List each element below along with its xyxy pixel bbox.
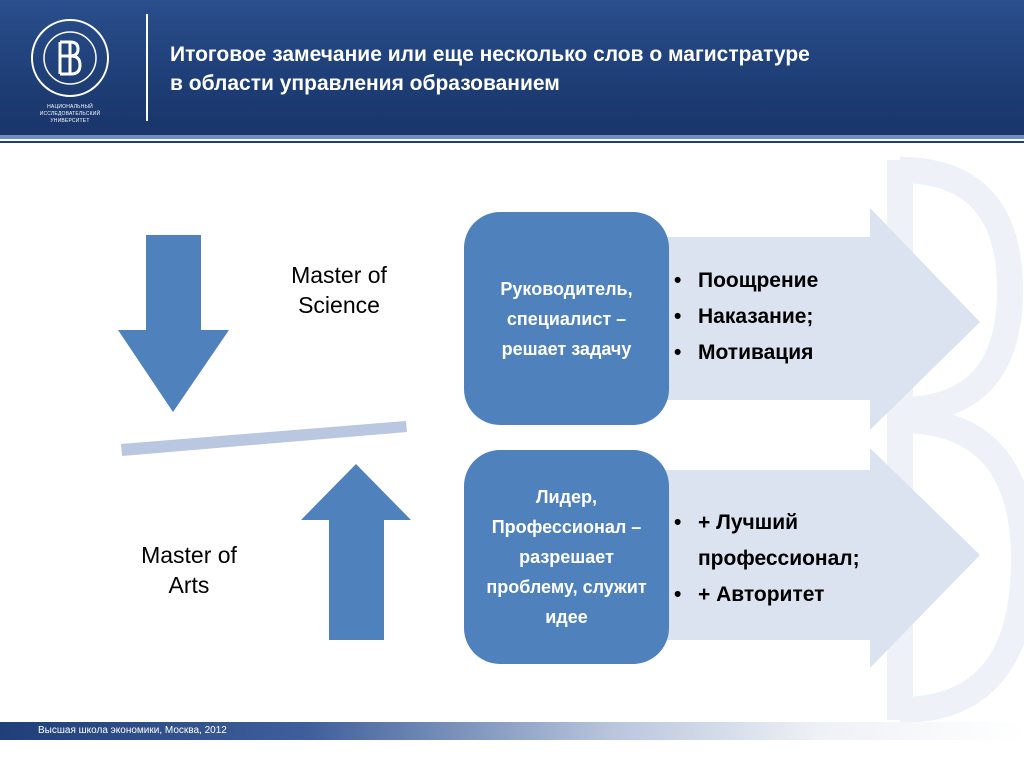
seesaw-bar (121, 421, 407, 456)
up-arrow (301, 464, 411, 640)
label-master-of-arts: Master of Arts (141, 542, 237, 598)
bottom-role-box: Лидер, Профессионал – разрешает проблему, служит идее (464, 450, 669, 664)
list-item: • + Авторитет (672, 577, 902, 613)
footer-text: Высшая школа экономики, Москва, 2012 (38, 725, 227, 736)
list-item: • + Лучший профессионал; (672, 505, 902, 577)
label-master-of-science: Master of Science (291, 262, 387, 318)
logo-caption-line1: НАЦИОНАЛЬНЫЙ ИССЛЕДОВАТЕЛЬСКИЙ (39, 104, 101, 117)
top-bullet-list (672, 263, 872, 371)
list-item: • Поощрение (672, 263, 872, 299)
list-item: • Мотивация (672, 335, 872, 371)
down-arrow (118, 235, 229, 412)
list-item: • Наказание; (672, 299, 872, 335)
logo-caption-line2: УНИВЕРСИТЕТ (50, 118, 90, 124)
page-title-line1: Итоговое замечание или еще несколько слов о магистратуре (170, 43, 810, 66)
top-role-box: Руководитель, специалист – решает задачу (464, 212, 669, 425)
page-title-line2: в области управления образованием (170, 72, 560, 95)
bottom-bullet-list (672, 505, 902, 613)
